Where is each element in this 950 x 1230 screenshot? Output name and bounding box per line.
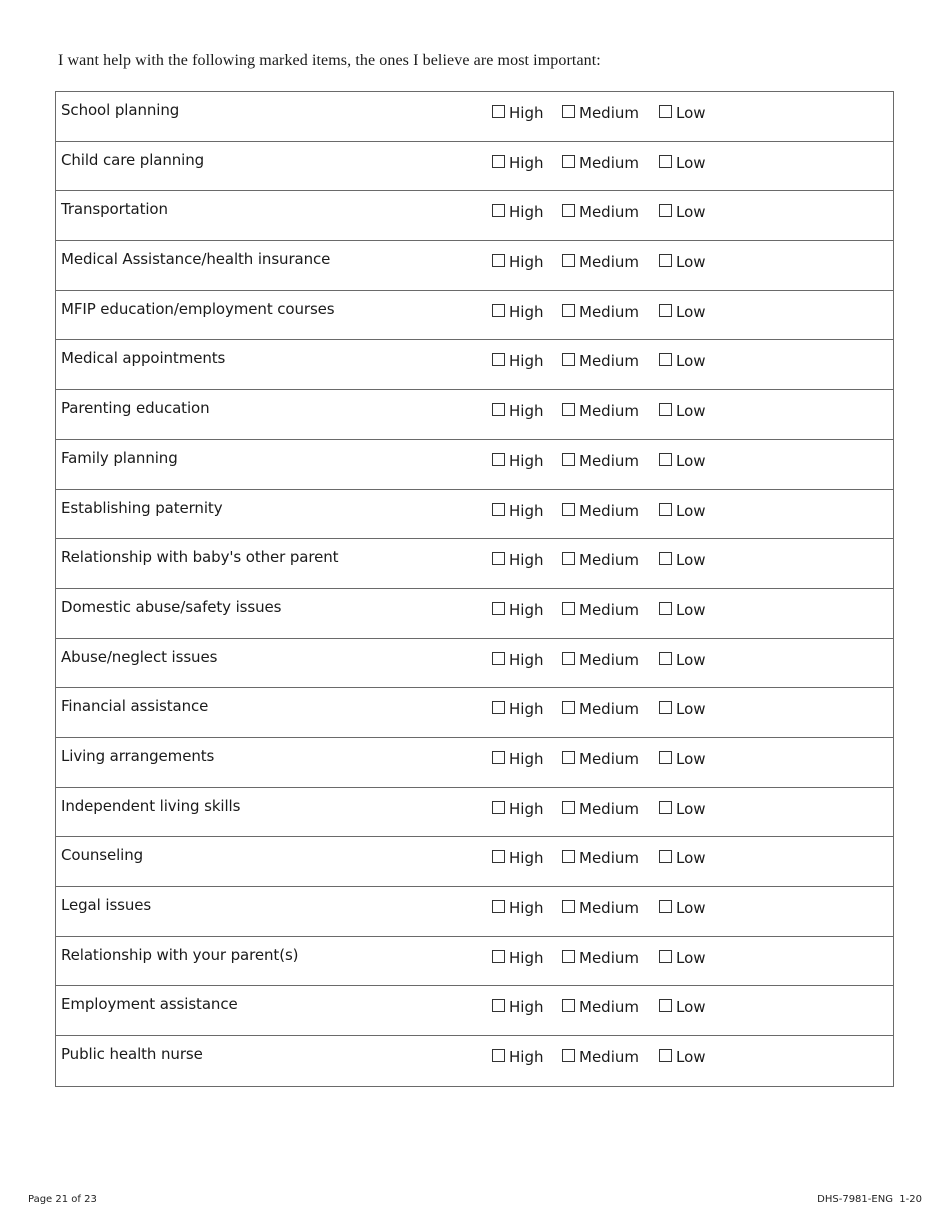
low-priority-option[interactable] [659, 303, 706, 321]
medium-label: Medium [579, 600, 639, 619]
high-label: High [509, 600, 544, 619]
medium-checkbox[interactable] [562, 353, 575, 366]
low-checkbox[interactable] [659, 950, 672, 963]
low-label: Low [676, 700, 706, 719]
low-priority-option[interactable] [659, 253, 706, 271]
low-label: Low [676, 203, 706, 222]
low-checkbox[interactable] [659, 751, 672, 764]
high-label: High [509, 998, 544, 1017]
low-priority-option[interactable] [659, 601, 706, 619]
high-checkbox[interactable] [492, 701, 505, 714]
medium-priority-option[interactable] [562, 352, 639, 370]
medium-checkbox[interactable] [562, 552, 575, 565]
low-label: Low [676, 849, 706, 868]
low-checkbox[interactable] [659, 850, 672, 863]
medium-checkbox[interactable] [562, 999, 575, 1012]
table-row [56, 539, 893, 589]
medium-label: Medium [579, 253, 639, 272]
medium-label: Medium [579, 501, 639, 520]
medium-priority-option[interactable] [562, 949, 639, 967]
low-checkbox[interactable] [659, 801, 672, 814]
low-label: Low [676, 253, 706, 272]
low-checkbox[interactable] [659, 503, 672, 516]
low-checkbox[interactable] [659, 701, 672, 714]
low-checkbox[interactable] [659, 1049, 672, 1062]
medium-label: Medium [579, 352, 639, 371]
medium-priority-option[interactable] [562, 899, 639, 917]
low-label: Low [676, 104, 706, 122]
low-checkbox[interactable] [659, 900, 672, 913]
high-label: High [509, 551, 544, 570]
high-priority-option[interactable] [492, 849, 543, 867]
item-label: Establishing paternity [61, 498, 223, 517]
medium-checkbox[interactable] [562, 701, 575, 714]
form-id: DHS-7981-ENG 1-20 [817, 1194, 922, 1205]
medium-checkbox[interactable] [562, 652, 575, 665]
medium-priority-option[interactable] [562, 800, 639, 818]
low-checkbox[interactable] [659, 403, 672, 416]
low-checkbox[interactable] [659, 204, 672, 217]
high-checkbox[interactable] [492, 503, 505, 516]
high-checkbox[interactable] [492, 1049, 505, 1062]
medium-label: Medium [579, 1048, 639, 1067]
high-label: High [509, 402, 544, 421]
high-label: High [509, 799, 544, 818]
medium-label: Medium [579, 700, 639, 719]
high-priority-option[interactable] [492, 352, 543, 370]
item-label: Independent living skills [61, 796, 241, 815]
item-label: Legal issues [61, 896, 152, 914]
medium-label: Medium [579, 998, 639, 1017]
high-priority-option[interactable] [492, 601, 543, 619]
medium-priority-option[interactable] [562, 849, 639, 867]
low-checkbox[interactable] [659, 652, 672, 665]
priority-table [55, 91, 894, 1087]
table-row [56, 241, 893, 291]
medium-priority-option[interactable] [562, 750, 639, 768]
high-checkbox[interactable] [492, 254, 505, 267]
low-priority-option[interactable] [659, 750, 706, 768]
low-priority-option[interactable] [659, 899, 706, 917]
item-label: Living arrangements [61, 746, 215, 765]
medium-checkbox[interactable] [562, 950, 575, 963]
medium-priority-option[interactable] [562, 154, 639, 172]
high-checkbox[interactable] [492, 304, 505, 317]
low-priority-option[interactable] [659, 352, 706, 370]
table-row [56, 986, 893, 1036]
high-checkbox[interactable] [492, 602, 505, 615]
table-row [56, 589, 893, 639]
high-checkbox[interactable] [492, 900, 505, 913]
table-row [56, 490, 893, 540]
high-priority-option[interactable] [492, 1048, 543, 1066]
table-row [56, 688, 893, 738]
low-priority-option[interactable] [659, 154, 706, 172]
medium-priority-option[interactable] [562, 502, 639, 520]
low-checkbox[interactable] [659, 155, 672, 168]
low-priority-option[interactable] [659, 949, 706, 967]
item-label: Counseling [61, 846, 144, 865]
low-label: Low [676, 402, 706, 421]
table-row [56, 887, 893, 937]
low-label: Low [676, 501, 706, 520]
high-priority-option[interactable] [492, 551, 543, 569]
medium-checkbox[interactable] [562, 751, 575, 764]
high-checkbox[interactable] [492, 105, 505, 118]
item-label: Medical appointments [61, 349, 226, 368]
high-priority-option[interactable] [492, 203, 543, 221]
item-label: Family planning [61, 448, 178, 467]
item-label: Medical Assistance/health insurance [61, 250, 331, 269]
item-label: Financial assistance [61, 697, 209, 716]
medium-priority-option[interactable] [562, 1048, 639, 1066]
table-row [56, 92, 893, 142]
low-label: Low [676, 302, 706, 321]
low-checkbox[interactable] [659, 552, 672, 565]
low-label: Low [676, 551, 706, 570]
low-label: Low [676, 948, 706, 967]
high-label: High [509, 1048, 544, 1067]
medium-checkbox[interactable] [562, 503, 575, 516]
medium-checkbox[interactable] [562, 900, 575, 913]
high-label: High [509, 749, 544, 768]
low-label: Low [676, 1048, 706, 1067]
medium-checkbox[interactable] [562, 403, 575, 416]
high-checkbox[interactable] [492, 801, 505, 814]
table-row [56, 639, 893, 689]
medium-priority-option[interactable] [562, 601, 639, 619]
medium-priority-option[interactable] [562, 700, 639, 718]
high-checkbox[interactable] [492, 155, 505, 168]
high-label: High [509, 302, 544, 321]
low-checkbox[interactable] [659, 254, 672, 267]
medium-checkbox[interactable] [562, 204, 575, 217]
medium-checkbox[interactable] [562, 105, 575, 118]
low-label: Low [676, 998, 706, 1017]
low-priority-option[interactable] [659, 700, 706, 718]
medium-priority-option[interactable] [562, 253, 639, 271]
item-label: School planning [61, 101, 180, 119]
medium-label: Medium [579, 402, 639, 421]
high-label: High [509, 352, 544, 371]
high-priority-option[interactable] [492, 502, 543, 520]
high-priority-option[interactable] [492, 154, 543, 172]
item-label: Transportation [61, 200, 168, 219]
low-priority-option[interactable] [659, 800, 706, 818]
low-priority-option[interactable] [659, 849, 706, 867]
low-priority-option[interactable] [659, 502, 706, 520]
table-row [56, 738, 893, 788]
medium-checkbox[interactable] [562, 801, 575, 814]
low-priority-option[interactable] [659, 104, 706, 122]
low-label: Low [676, 352, 706, 371]
medium-label: Medium [579, 153, 639, 172]
high-priority-option[interactable] [492, 104, 543, 122]
medium-label: Medium [579, 749, 639, 768]
low-label: Low [676, 899, 706, 917]
high-checkbox[interactable] [492, 552, 505, 565]
table-row [56, 1036, 893, 1086]
low-priority-option[interactable] [659, 1048, 706, 1066]
low-label: Low [676, 153, 706, 172]
low-priority-option[interactable] [659, 551, 706, 569]
item-label: Parenting education [61, 399, 210, 418]
medium-priority-option[interactable] [562, 651, 639, 669]
medium-label: Medium [579, 302, 639, 321]
high-priority-option[interactable] [492, 998, 543, 1016]
low-priority-option[interactable] [659, 998, 706, 1016]
high-label: High [509, 203, 544, 222]
low-label: Low [676, 799, 706, 818]
table-row [56, 291, 893, 341]
high-label: High [509, 451, 544, 470]
medium-checkbox[interactable] [562, 602, 575, 615]
medium-checkbox[interactable] [562, 254, 575, 267]
table-row [56, 191, 893, 241]
high-checkbox[interactable] [492, 751, 505, 764]
table-row [56, 837, 893, 887]
high-priority-option[interactable] [492, 402, 543, 420]
medium-priority-option[interactable] [562, 551, 639, 569]
medium-checkbox[interactable] [562, 155, 575, 168]
medium-priority-option[interactable] [562, 452, 639, 470]
high-priority-option[interactable] [492, 949, 543, 967]
medium-checkbox[interactable] [562, 304, 575, 317]
high-label: High [509, 104, 544, 122]
low-priority-option[interactable] [659, 402, 706, 420]
high-checkbox[interactable] [492, 999, 505, 1012]
table-row [56, 142, 893, 192]
page-number: Page 21 of 23 [28, 1194, 97, 1205]
medium-priority-option[interactable] [562, 402, 639, 420]
high-checkbox[interactable] [492, 403, 505, 416]
low-checkbox[interactable] [659, 353, 672, 366]
low-checkbox[interactable] [659, 453, 672, 466]
medium-label: Medium [579, 451, 639, 470]
medium-checkbox[interactable] [562, 850, 575, 863]
item-label: Public health nurse [61, 1045, 203, 1064]
item-label: Child care planning [61, 150, 205, 169]
high-label: High [509, 700, 544, 719]
medium-checkbox[interactable] [562, 453, 575, 466]
high-label: High [509, 501, 544, 520]
medium-priority-option[interactable] [562, 203, 639, 221]
high-priority-option[interactable] [492, 750, 543, 768]
high-priority-option[interactable] [492, 253, 543, 271]
intro-text: I want help with the following marked items, the ones I believe are most important: [58, 52, 601, 69]
low-priority-option[interactable] [659, 203, 706, 221]
medium-label: Medium [579, 203, 639, 222]
medium-priority-option[interactable] [562, 998, 639, 1016]
table-row [56, 788, 893, 838]
high-label: High [509, 899, 544, 917]
item-label: Relationship with baby's other parent [61, 548, 339, 567]
medium-label: Medium [579, 650, 639, 669]
high-priority-option[interactable] [492, 452, 543, 470]
item-label: Relationship with your parent(s) [61, 945, 299, 964]
medium-label: Medium [579, 551, 639, 570]
low-checkbox[interactable] [659, 105, 672, 118]
high-priority-option[interactable] [492, 700, 543, 718]
low-checkbox[interactable] [659, 602, 672, 615]
high-priority-option[interactable] [492, 800, 543, 818]
high-label: High [509, 153, 544, 172]
high-priority-option[interactable] [492, 899, 543, 917]
medium-label: Medium [579, 799, 639, 818]
low-checkbox[interactable] [659, 999, 672, 1012]
item-label: Domestic abuse/safety issues [61, 597, 282, 616]
high-checkbox[interactable] [492, 850, 505, 863]
item-label: MFIP education/employment courses [61, 299, 335, 318]
table-row [56, 937, 893, 987]
medium-label: Medium [579, 849, 639, 868]
low-label: Low [676, 451, 706, 470]
medium-priority-option[interactable] [562, 104, 639, 122]
high-label: High [509, 849, 544, 868]
low-priority-option[interactable] [659, 452, 706, 470]
high-label: High [509, 650, 544, 669]
high-checkbox[interactable] [492, 204, 505, 217]
medium-priority-option[interactable] [562, 303, 639, 321]
low-priority-option[interactable] [659, 651, 706, 669]
medium-label: Medium [579, 899, 639, 917]
low-checkbox[interactable] [659, 304, 672, 317]
medium-checkbox[interactable] [562, 1049, 575, 1062]
high-priority-option[interactable] [492, 651, 543, 669]
item-label: Employment assistance [61, 995, 238, 1014]
low-label: Low [676, 749, 706, 768]
low-label: Low [676, 600, 706, 619]
high-checkbox[interactable] [492, 950, 505, 963]
high-label: High [509, 253, 544, 272]
table-row [56, 340, 893, 390]
table-row [56, 440, 893, 490]
high-checkbox[interactable] [492, 652, 505, 665]
medium-label: Medium [579, 104, 639, 122]
table-row [56, 390, 893, 440]
high-priority-option[interactable] [492, 303, 543, 321]
high-checkbox[interactable] [492, 353, 505, 366]
high-label: High [509, 948, 544, 967]
item-label: Abuse/neglect issues [61, 647, 218, 666]
high-checkbox[interactable] [492, 453, 505, 466]
low-label: Low [676, 650, 706, 669]
medium-label: Medium [579, 948, 639, 967]
